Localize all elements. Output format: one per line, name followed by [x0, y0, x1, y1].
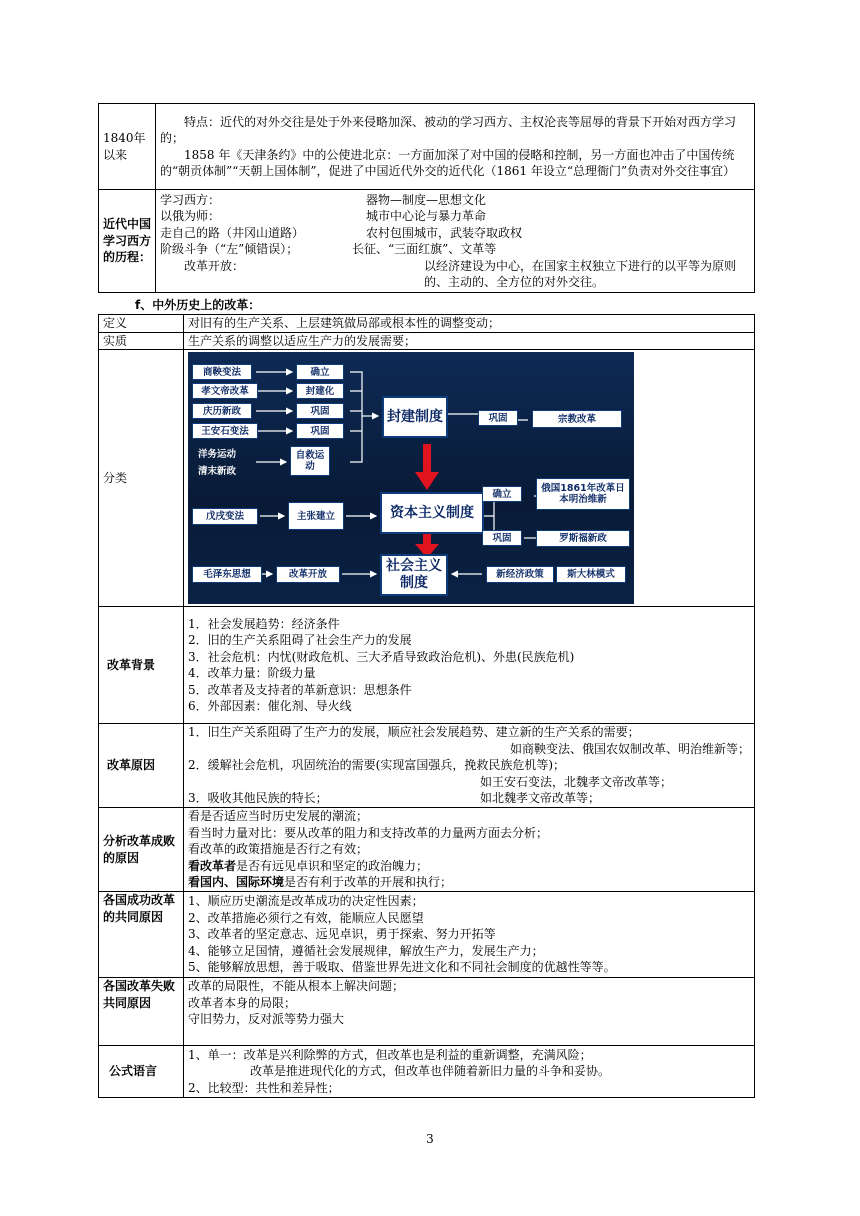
example: 如商鞅变法、俄国农奴制改革、明治维新等；: [509, 741, 750, 756]
bold-phrase: 看改革者: [188, 858, 237, 873]
item-left: 走自己的路（井冈山道路）: [160, 225, 305, 240]
label-formula: 公式语言: [99, 1046, 184, 1098]
common-success-content: [184, 892, 755, 978]
list-item: 1、单一：改革是兴利除弊的方式，但改革也是利益的重新调整，充满风险；: [188, 1047, 592, 1062]
example: 如北魏孝文帝改革等；: [480, 791, 601, 806]
label-common-success: 各国成功改革的共同原因: [99, 892, 184, 978]
table-row: [99, 724, 755, 808]
list-item: 1．社会发展趋势：经济条件: [188, 616, 340, 631]
reason-text: 3．吸收其他民族的特长；: [188, 791, 328, 806]
table-row: [99, 607, 755, 724]
yangwu-label: 洋务运动: [198, 449, 237, 460]
consolidate-box: 巩固: [478, 410, 518, 426]
phrase: 是否有利于改革的开展和执行；: [284, 875, 453, 890]
table-row: [99, 978, 755, 1046]
item-right: 以经济建设为中心，在国家主权独立下进行的以平等为原则的、主动的、全方位的对外交往。: [424, 258, 737, 289]
list-item: 改革者本身的局限；: [188, 995, 297, 1010]
roosevelt-box: 罗斯福新政: [536, 530, 630, 547]
list-item: 3．社会危机：内忧(财政危机、三大矛盾导致政治危机)、外患(民族危机): [188, 649, 575, 664]
list-item: [160, 192, 750, 209]
reform-box: 庆历新政: [192, 403, 252, 419]
table-row: [99, 808, 755, 892]
list-item: 1、顺应历史潮流是改革成功的决定性因素；: [188, 894, 424, 909]
text-definition: 对旧有的生产关系、上层建筑做局部或根本性的调整变动；: [184, 315, 755, 333]
item-right: 农村包围城市，武装夺取政权: [366, 225, 523, 240]
self-save-box: 自救运动: [290, 446, 330, 476]
item-right: 城市中心论与暴力革命: [366, 209, 487, 223]
row-label-1840: 1840年以来: [99, 104, 156, 190]
list-item: [160, 225, 750, 242]
table-row: [99, 332, 755, 350]
list-item: [160, 258, 750, 291]
reform-box: 王安石变法: [192, 423, 258, 439]
result-box: 确立: [296, 364, 344, 380]
list-item: 守旧势力，反对派等势力强大: [188, 1012, 345, 1026]
item-left: 改革开放：: [184, 258, 245, 273]
nep-box: 新经济政策: [486, 566, 554, 583]
list-item: 4．改革力量：阶级力量: [188, 666, 316, 680]
formula-content: [184, 1046, 755, 1098]
socialist-system-box: 社会主义制度: [380, 554, 448, 596]
list-item: 2、改革措施必须行之有效，能顺应人民愿望: [188, 910, 424, 925]
result-box: 巩固: [296, 423, 344, 439]
success-failure-content: [184, 808, 755, 892]
common-failure-content: [184, 978, 755, 1046]
diagram-cell: [184, 350, 755, 607]
list-item: [188, 790, 750, 807]
list-item: 1．旧生产关系阻碍了生产力的发展，顺应社会发展趋势、建立新的生产关系的需要；: [188, 725, 640, 740]
list-item: [160, 241, 750, 258]
paragraph: 1858 年《天津条约》中的公使进北京：一方面加深了对中国的侵略和控制，另一方面也冲击了中国传统的“朝贡体制”“天朝上国体制”，促进了中国近代外交的近代化（1861 年设立“总理衙门”负责对外交往事宜）: [160, 147, 736, 178]
item-right: 长征、“三面红旗”、文革等: [352, 242, 497, 256]
list-item: 4、能够立足国情，遵循社会发展规律，解放生产力，发展生产力；: [188, 943, 544, 958]
label-classification: 分类: [99, 350, 184, 607]
phrase: 是否有远见卓识和坚定的政治魄力；: [236, 858, 429, 873]
item-left: 阶级斗争（“左”倾错误）；: [160, 242, 299, 256]
capitalist-system-box: 资本主义制度: [380, 492, 484, 534]
feudal-system-box: 封建制度: [382, 396, 448, 438]
text-essence: 生产关系的调整以适应生产力的发展需要；: [184, 332, 755, 350]
label-reasons: 改革原因: [99, 724, 184, 808]
background-content: [184, 607, 755, 724]
table-row: [99, 104, 755, 190]
reform-box: 商鞅变法: [192, 364, 252, 380]
example: 如王安石变法，北魏孝文帝改革等；: [480, 774, 673, 789]
table-row: [99, 350, 755, 607]
list-item: 看改革的政策措施是否行之有效；: [188, 842, 369, 857]
list-item: [188, 858, 750, 875]
label-essence: 实质: [99, 332, 184, 350]
table-row: [99, 315, 755, 333]
result-box: 巩固: [296, 403, 344, 419]
item-right: 器物—制度—思想文化: [366, 192, 487, 207]
list-item: 看是否适应当时历史发展的潮流；: [188, 809, 369, 824]
result-box: 封建化: [296, 383, 344, 399]
establish-box: 确立: [482, 486, 522, 502]
row-content-learning-west: [156, 190, 755, 293]
page-number: 3: [426, 1132, 434, 1146]
item-left: 以俄为师：: [160, 209, 221, 223]
qingmo-label: 清末新政: [198, 466, 237, 477]
label-definition: 定义: [99, 315, 184, 333]
paragraph: 特点：近代的对外交往是处于外来侵略加深、被动的学习西方、主权沦丧等屈辱的背景下开始对西方学习的；: [160, 114, 737, 145]
label-success-failure: 分析改革成败的原因: [99, 808, 184, 892]
consolidate-box-mid: 巩固: [482, 530, 522, 546]
row-content-1840: [156, 104, 755, 190]
reform-box: 孝文帝改革: [192, 383, 258, 399]
list-item: 看当时力量对比：要从改革的阻力和支持改革的力量两方面去分析；: [188, 825, 549, 840]
reform-table: [98, 314, 755, 1098]
list-item: 5．改革者及支持者的革新意识：思想条件: [188, 682, 412, 697]
mao-box: 毛泽东思想: [192, 566, 262, 583]
wuxu-box: 戊戌变法: [192, 508, 258, 525]
list-item: 2．缓解社会危机，巩固统治的需要(实现富国强兵，挽救民族危机等)；: [188, 758, 566, 773]
label-common-failure: 各国改革失败共同原因: [99, 978, 184, 1046]
bold-phrase: 看国内、国际环境: [188, 875, 285, 890]
list-item: 2、比较型：共性和差异性；: [188, 1080, 340, 1095]
list-item: 6．外部因素：催化剂、导火线: [188, 699, 352, 713]
stalin-box: 斯大林模式: [556, 566, 626, 583]
label-background: 改革背景: [99, 607, 184, 724]
item-left: 学习西方：: [160, 192, 221, 207]
reasons-content: [184, 724, 755, 808]
history-table: [98, 103, 755, 293]
religious-reform-box: 宗教改革: [532, 410, 622, 428]
reform-classification-diagram: [188, 352, 634, 604]
list-item: 2．旧的生产关系阻碍了社会生产力的发展: [188, 633, 412, 647]
advocate-box: 主张建立: [288, 502, 344, 530]
list-item: [188, 874, 750, 891]
table-row: [99, 190, 755, 293]
table-row: [99, 1046, 755, 1098]
list-item: 3、改革者的坚定意志、远见卓识，勇于探索、努力开拓等: [188, 927, 496, 942]
russia-japan-box: 俄国1861年改革日本明治维新: [536, 478, 630, 510]
list-item: 改革的局限性，不能从根本上解决问题；: [188, 979, 405, 993]
list-item: 改革是推进现代化的方式，但改革也伴随着新旧力量的斗争和妥协。: [250, 1064, 611, 1079]
row-label-learning-west: 近代中国学习西方的历程：: [99, 190, 156, 293]
section-heading: f、中外历史上的改革：: [135, 298, 261, 312]
reform-open-box: 改革开放: [276, 566, 340, 583]
list-item: [160, 208, 750, 225]
table-row: [99, 892, 755, 978]
list-item: 5、能够解放思想，善于吸取、借鉴世界先进文化和不同社会制度的优越性等等。: [188, 960, 616, 975]
